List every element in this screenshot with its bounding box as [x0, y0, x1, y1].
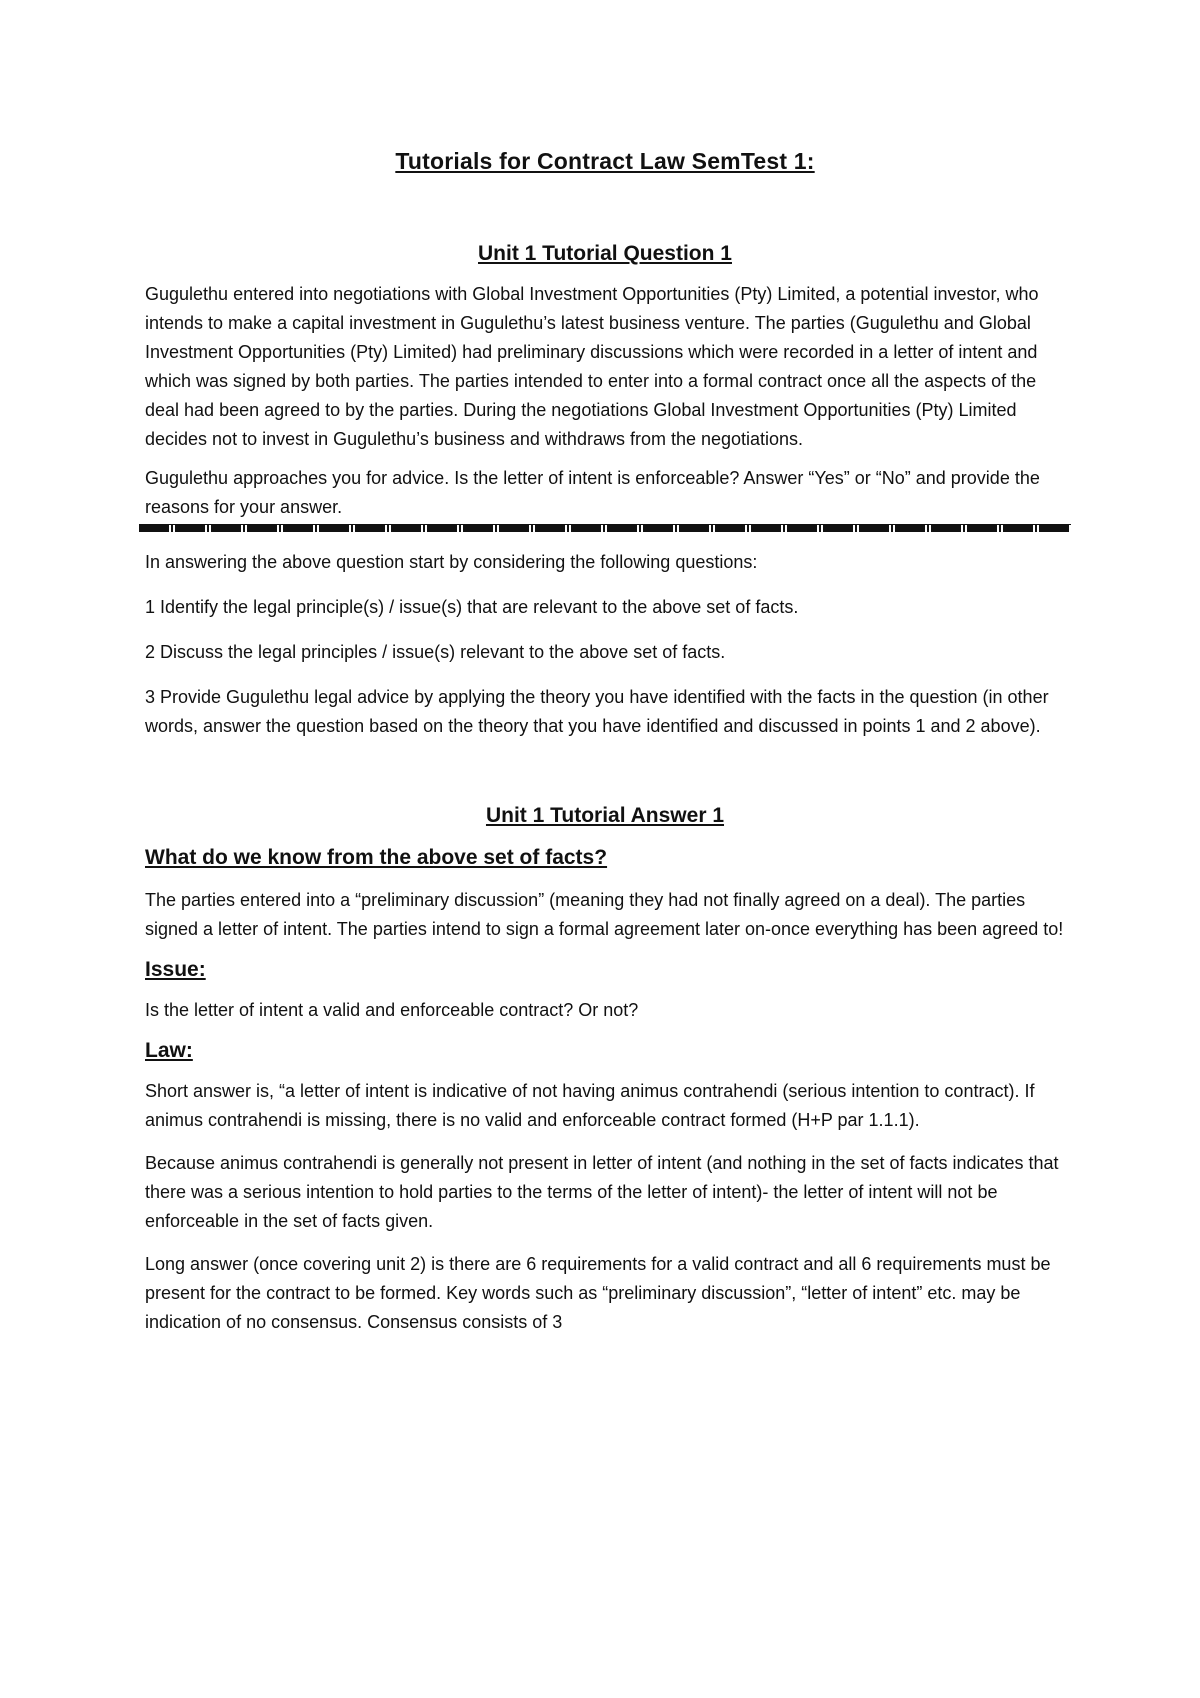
issue-text: Is the letter of intent a valid and enforceable contract? Or not? — [145, 1000, 639, 1020]
issue-heading: Issue: — [145, 958, 206, 981]
question-step-2: 2 Discuss the legal principles / issue(s) relevant to the above set of facts. — [145, 642, 726, 662]
question-step-1: 1 Identify the legal principle(s) / issue(s) that are relevant to the above set of facts. — [145, 597, 799, 617]
known-facts-heading: What do we know from the above set of facts? — [145, 846, 608, 869]
law-paragraph-2: Because animus contrahendi is generally not present in letter of intent (and nothing in the set of facts indicates that there was a serious intention to hold parties to the terms of the letter of intent)- the letter of intent will not be enforceable in the set of facts given. — [145, 1153, 1059, 1231]
known-facts-text: The parties entered into a “preliminary discussion” (meaning they had not finally agreed on a deal). The parties signed a letter of intent. The parties intend to sign a formal agreement later on-once everything has been agreed to! — [145, 890, 1064, 939]
document-title: Tutorials for Contract Law SemTest 1: — [395, 148, 815, 174]
document-body — [145, 140, 1065, 1337]
law-heading: Law: — [145, 1039, 193, 1062]
law-paragraph-1: Short answer is, “a letter of intent is indicative of not having animus contrahendi (serious intention to contract). If animus contrahendi is missing, there is no valid and enforceable contract formed (H+P par 1.1.1). — [145, 1081, 1035, 1130]
question-heading: Unit 1 Tutorial Question 1 — [478, 242, 732, 265]
question-step-3: 3 Provide Gugulethu legal advice by applying the theory you have identified with the facts in the question (in other words, answer the question based on the theory that you have identified and discussed in points 1 and 2 above). — [145, 687, 1049, 736]
question-intro: In answering the above question start by considering the following questions: — [145, 552, 758, 572]
question-facts: Gugulethu entered into negotiations with Global Investment Opportunities (Pty) Limited, a potential investor, who intends to make a capital investment in Gugulethu’s latest business venture. The parties (Gugulethu and Global Investment Opportunities (Pty) Limited) had preliminary discussions which were recorded in a letter of intent and which was signed by both parties. The parties intended to enter into a formal contract once all the aspects of the deal had been agreed to by the parties. During the negotiations Global Investment Opportunities (Pty) Limited decides not to invest in Gugulethu’s business and withdraws from the negotiations. — [145, 284, 1039, 449]
question-prompt: Gugulethu approaches you for advice. Is the letter of intent is enforceable? Answer “Yes” or “No” and provide the reasons for your answer. — [145, 468, 1040, 517]
answer-heading: Unit 1 Tutorial Answer 1 — [485, 804, 725, 827]
law-paragraph-3: Long answer (once covering unit 2) is there are 6 requirements for a valid contract and all 6 requirements must be present for the contract to be formed. Key words such as “preliminary discussion”, “letter of intent” etc. may be indication of no consensus. Consensus consists of 3 — [145, 1254, 1051, 1332]
section-divider — [139, 524, 1071, 532]
